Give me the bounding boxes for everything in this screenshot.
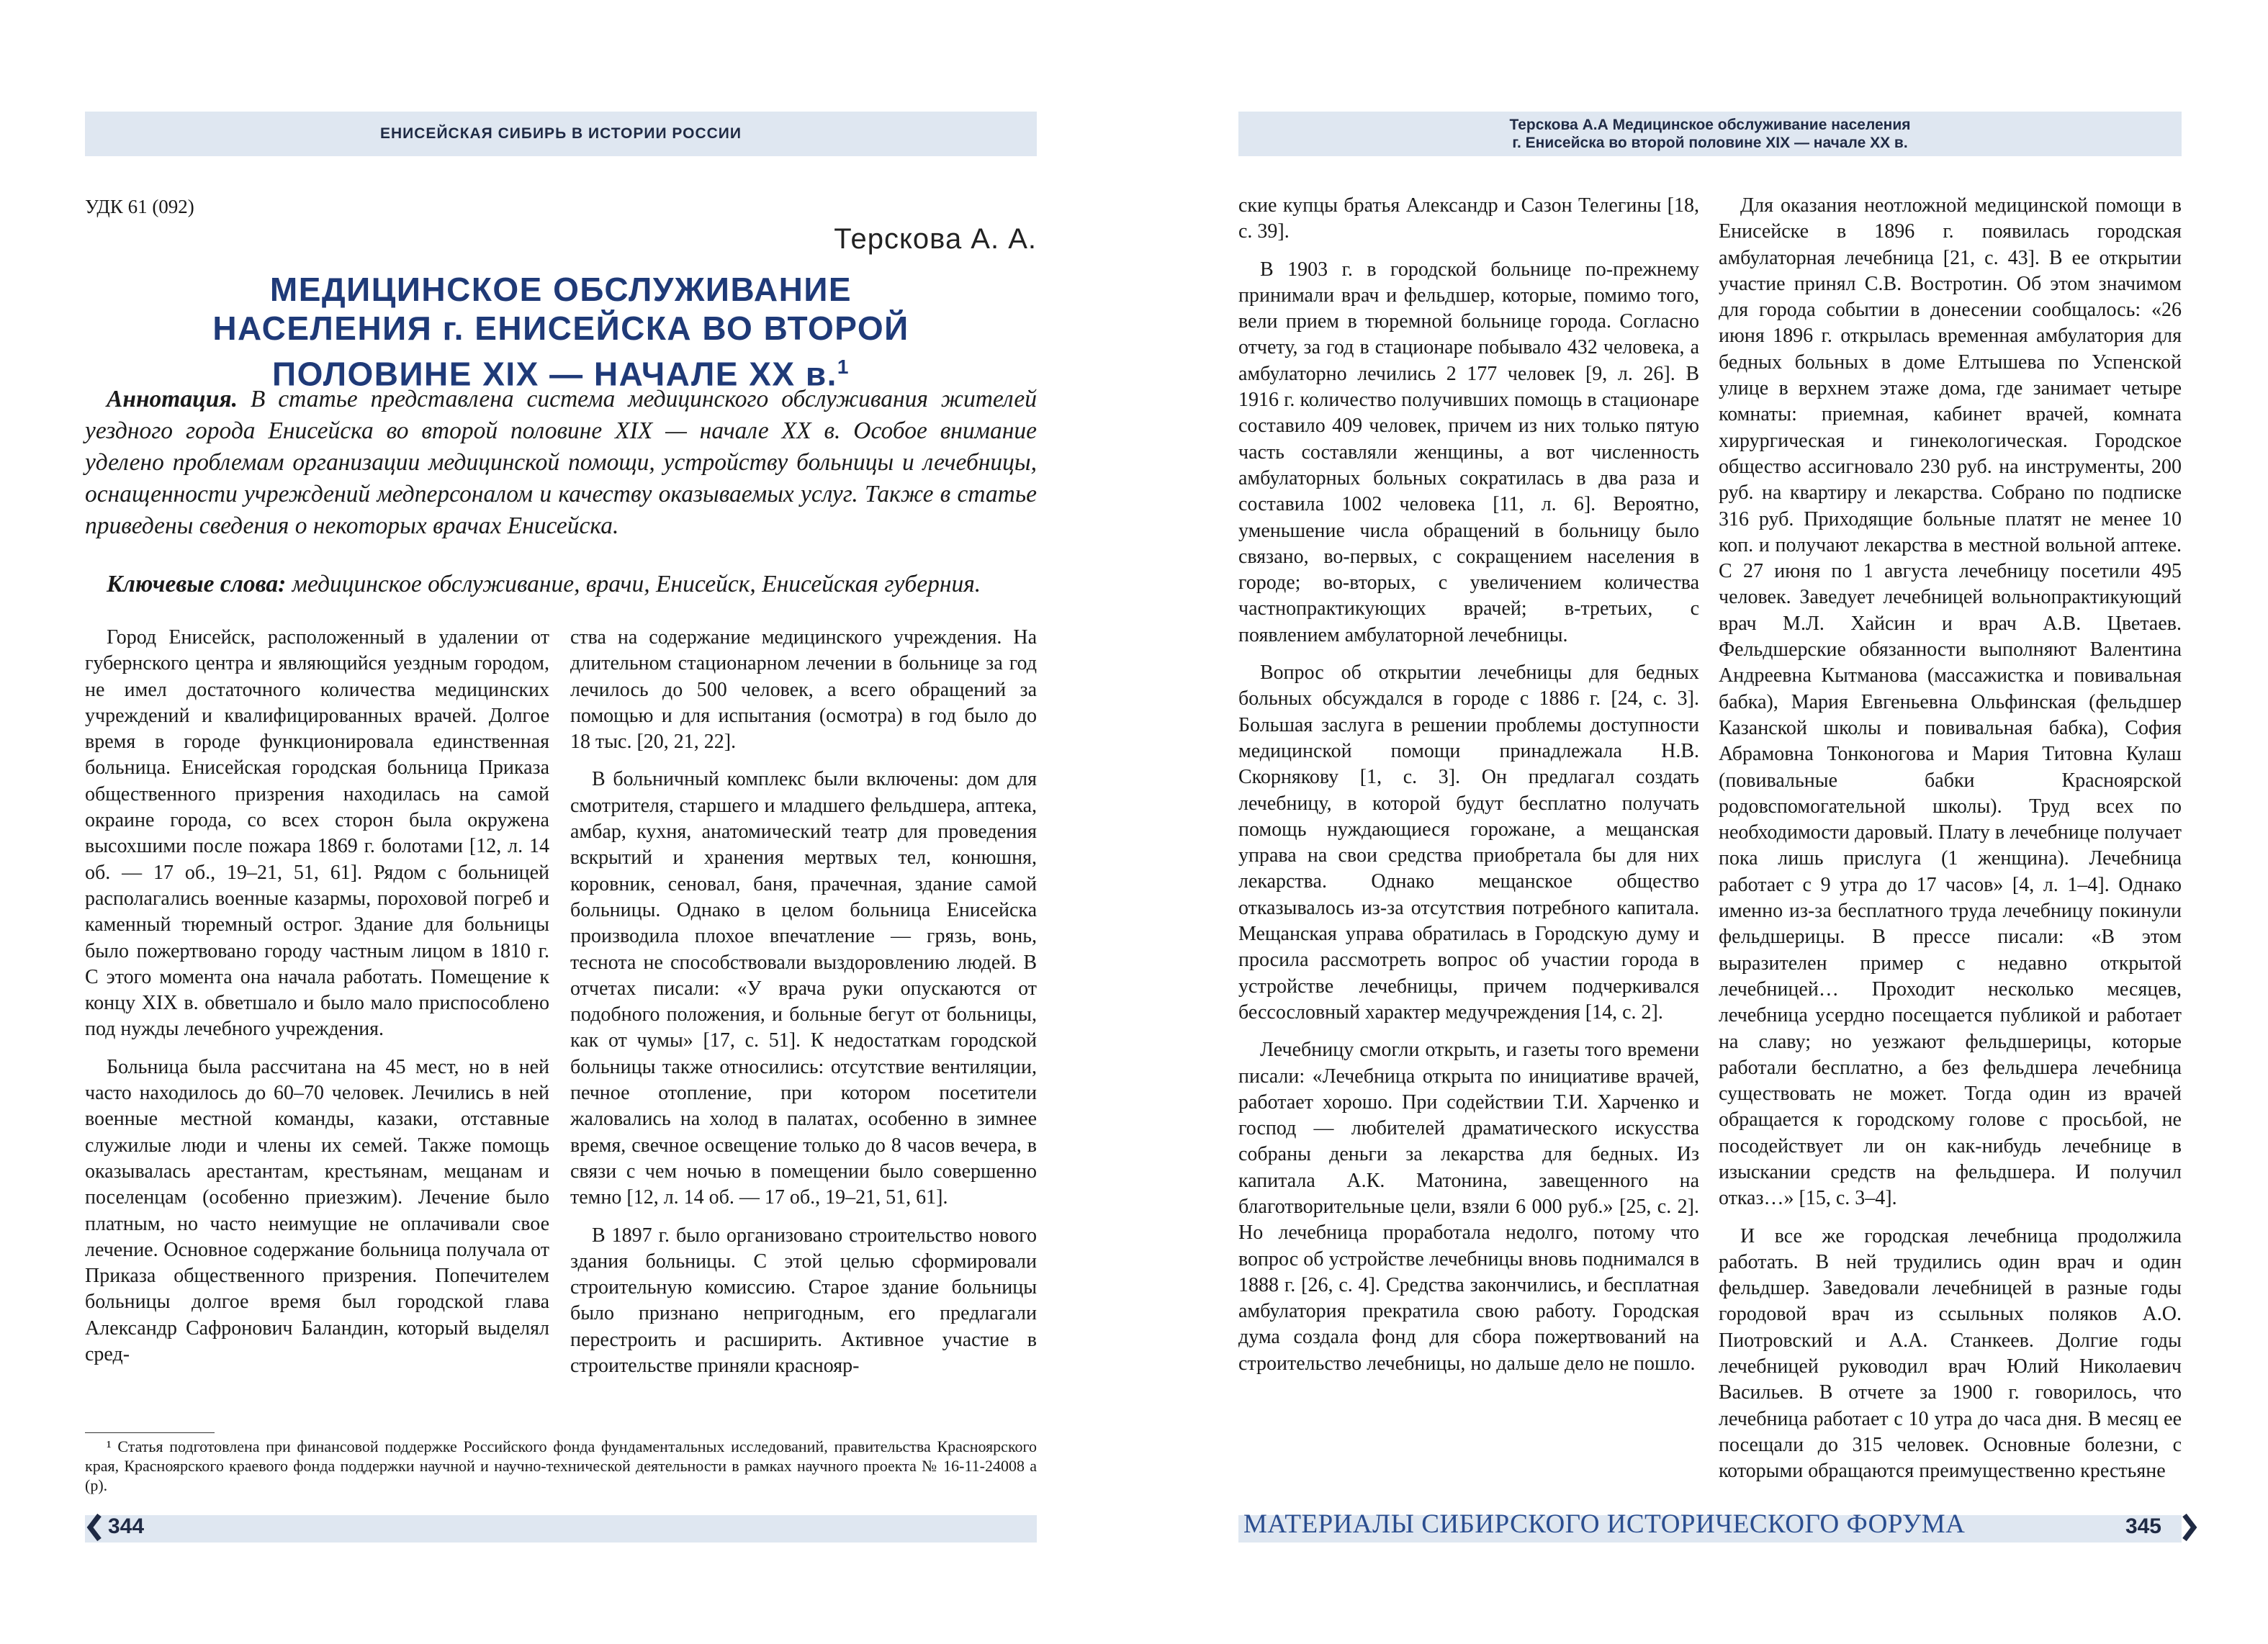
page-number: 345 bbox=[2125, 1514, 2161, 1538]
paragraph: Вопрос об открытии лечебницы для бедных больных обсуждался в городе с 1886 г. [24, с. 3]. Большая заслуга в решении проблемы доступности медицинской помощи принадлежала Н.В. Скорнякову [1, с. 3]. Он предлагал создать лечебницу, в которой будут бесплатно получать помощь нуждающиеся горожане, а мещанская управа на свои средства приобретала бы для них лекарства. Однако мещанское общество отказывалось из-за отсутствия потребного капитала. Мещанская управа обратилась в Городскую думу и просила рассмотреть вопрос об участии города в устройстве лечебницы, причем подчеркивался бессословный характер медучреждения [14, с. 2]. bbox=[1238, 661, 1699, 1024]
running-header-line: г. Енисейска во второй половине XIX — начале XX в. bbox=[1512, 135, 1908, 151]
keywords-text: медицинское обслуживание, врачи, Енисейск, Енисейская губерния. bbox=[286, 571, 981, 597]
running-header bbox=[85, 112, 1037, 156]
text-column-4 bbox=[1719, 193, 2182, 1496]
footnote-marker: 1 bbox=[837, 356, 850, 378]
title-line-text: ПОЛОВИНЕ XIX — НАЧАЛЕ XX в. bbox=[272, 355, 837, 393]
abstract-label: Аннотация. bbox=[107, 386, 238, 412]
text-column-3 bbox=[1238, 193, 1699, 1388]
running-header bbox=[1238, 112, 2182, 156]
article-author: Терскова А. А. bbox=[834, 223, 1037, 255]
paragraph: Лечебницу смогли открыть, и газеты того времени писали: «Лечебница открыта по инициативе врачей, работает хорошо. При содействии Т.И. Харченко и господ — любителей драматического искусства собраны деньги за лекарства для бедных. Из капитала А.К. Матонина, завещенного на благотворительные цели, взяли 6 000 руб.» [25, с. 2]. Но лечебница проработала недолго, потому что вопрос об устройстве лечебницы вновь поднимался в 1888 г. [26, с. 4]. Средства закончились, и бесплатная амбулатория прекратила свою работу. Городская дума создала фонд для сбора пожертвований на строительство лечебницы, но дальше дело не пошло. bbox=[1238, 1039, 1699, 1375]
footnote-divider bbox=[85, 1432, 215, 1433]
paragraph: ские купцы братья Александр и Сазон Телегины [18, с. 39]. bbox=[1238, 194, 1699, 243]
paragraph: Для оказания неотложной медицинской помощи в Енисейске в 1896 г. появилась городская амбулаторная лечебница [21, с. 43]. В ее открытии участие принял С.В. Востротин. Об этом значимом для города событии в донесении сообщалось: «26 июня 1896 г. открылась временная амбулатория для бедных больных в доме Елтышева по Успенской улице в верхнем этаже дома, где занимает четыре комнаты: приемная, кабинет врачей, комната хирургическая и гинекологическая. Городское общество ассигновало 230 руб. на инструменты, 200 руб. на квартиру и лекарства. Собрано по подписке 316 руб. Приходящие больные платят не менее 10 коп. и получают лекарства в местной вольной аптеке. С 27 июня по 1 августа лечебницу посетили 495 человек. Заведует лечебницей вольнопрактикующий врач М.Л. Хайсин и врач А.В. Цветаев. Фельдшерские обязанности выполняют Валентина Андреевна Кытманова (массажистка и повивальная бабка), Мария Евгеньевна Ольфинская (фельдшер Казанской школы и повивальная бабка), София Абрамовна Тонконогова и Мария Титовна Кулаш (повивальные бабки Красноярской родовспомогательной школы). Труд всех по необходимости даровый. Плату в лечебнице получает пока лишь прислуга (1 женщина). Лечебница работает с 9 утра до 17 часов» [4, л. 1–4]. Однако именно из-за бесплатного труда лечебницу покинули фельдшерицы. В прессе писали: «В этом выразителен пример с недавно открытой лечебницей… Проходит несколько месяцев, лечебница усердно посещается публикой и работает на славу; но уезжают фельдшерицы, которые работали бесплатно, а без фельдшера лечебница существовать не может. Тогда один из врачей обращается к городскому голове с просьбой, не посодействует ли он как-нибудь лечебнице в изыскании средств на фельдшера. И получил отказ…» [15, с. 3–4]. bbox=[1719, 194, 2182, 1210]
paragraph: ства на содержание медицинского учреждения. На длительном стационарном лечении в больнице за год лечилось до 500 человек, а всего обращений за помощью и для испытания (осмотра) в год было до 18 тыс. [20, 21, 22]. bbox=[570, 626, 1037, 754]
right-page bbox=[1134, 0, 2268, 1644]
text-column-2 bbox=[570, 625, 1037, 1391]
article-title bbox=[85, 270, 1037, 393]
paragraph: Больница была рассчитана на 45 мест, но в ней часто находилось до 60–70 человек. Лечились в ней военные местной команды, казаки, отставные служилые люди и члены их семей. Также помощь оказывалась арестантам, крестьянам, мещанам и поселенцам (особенно приезжим). Лечение было платным, но часто неимущие не оплачивали свое лечение. Основное содержание больница получала от Приказа общественного призрения. Попечителем больницы долгое время был городской глава Александр Сафронович Баландин, который выделял сред- bbox=[85, 1055, 549, 1366]
paragraph: В больничный комплекс были включены: дом для смотрителя, старшего и младшего фельдшера, аптека, амбар, кухня, анатомический театр для проведения вскрытий и хранения мертвых тел, конюшня, коровник, сеновал, баня, прачечная, здание самой больницы. Однако в целом больница Енисейска производила плохое впечатление — грязь, вонь, теснота не способствовали выздоровлению людей. В отчетах писали: «У врача руки опускаются от подобного положения, и больные бегут от больницы, как от чумы» [17, с. 51]. К недостаткам городской больницы также относились: отсутствие вентиляции, печное отопление, при котором посетители жаловались на холод в палатах, особенно в зимнее время, свечное освещение только до 8 часов вечера, в связи с чем ночью в помещении было совершенно темно [12, л. 14 об. — 17 об., 19–21, 51, 61]. bbox=[570, 768, 1037, 1209]
journal-title: МАТЕРИАЛЫ СИБИРСКОГО ИСТОРИЧЕСКОГО ФОРУМА bbox=[1243, 1509, 1966, 1539]
abstract-text: В статье представлена система медицинского обслуживания жителей уездного города Енисейска во второй половине XIX — начале XX в. Особое внимание уделено проблемам организации медицинской помощи, устройству больницы и лечебницы, оснащенности учреждений медперсоналом и качеству оказываемых услуг. Также в статье приведены сведения о некоторых врачах Енисейска. bbox=[85, 386, 1037, 539]
keywords-label: Ключевые слова: bbox=[107, 571, 287, 597]
paragraph: В 1897 г. было организовано строительство нового здания больницы. С этой целью сформировали строительную комиссию. Старое здание больницы было признано непригодным, его предлагали перестроить и расширить. Активное участие в строительстве приняли краснояр- bbox=[570, 1224, 1037, 1378]
footnote: ¹ Статья подготовлена при финансовой поддержке Российского фонда фундаментальных исследований, правительства Красноярского края, Красноярского краевого фонда поддержки научной и научно-технической деятельности в рамках научного проекта № 16-11-24008 а (р). bbox=[85, 1437, 1037, 1494]
running-header-line: Терскова А.А Медицинское обслуживание населения bbox=[1509, 117, 1911, 133]
footer-bar bbox=[85, 1515, 1037, 1543]
page-number: 344 bbox=[108, 1514, 145, 1538]
paragraph: И все же городская лечебница продолжила работать. В ней трудились один врач и один фельдшер. Заведовали лечебницей в разные годы городовой врач из ссыльных поляков А.О. Пиотровский и А.А. Станкеев. Долгие годы лечебницей руководил врач Юлий Николаевич Васильев. В отчете за 1900 г. говорилось, что лечебница работает с 10 утра до часа дня. В месяц ее посещали до 315 человек. Основные болезни, с которыми обращаются преимущественно крестьяне bbox=[1719, 1224, 2182, 1483]
paragraph: В 1903 г. в городской больнице по-прежнему принимали врач и фельдшер, которые, помимо того, вели прием в тюремной больнице города. Согласно отчету, за год в стационаре побывало 432 человека, а амбулаторно лечились 2 177 человек [9, л. 26]. В 1916 г. количество получивших помощь в стационаре составило 409 человек, причем из них только пятую часть составляли женщины, а вот численность амбулаторных больных сократилась в два раза и составила 1002 человека [11, л. 6]. Вероятно, уменьшение числа обращений в больницу было связано, во-первых, с сокращением населения в городе; во-вторых, с увеличением количества частнопрактикующих врачей; в-третьих, с появлением амбулаторной лечебницы. bbox=[1238, 258, 1699, 646]
title-line: НАСЕЛЕНИЯ г. ЕНИСЕЙСКА ВО ВТОРОЙ bbox=[212, 310, 909, 347]
abstract bbox=[85, 384, 1037, 542]
running-header-text: ЕНИСЕЙСКАЯ СИБИРЬ В ИСТОРИИ РОССИИ bbox=[380, 125, 742, 142]
text-column-1 bbox=[85, 625, 549, 1379]
keywords bbox=[85, 569, 1037, 600]
udk-code: УДК 61 (092) bbox=[85, 196, 194, 217]
paragraph: Город Енисейск, расположенный в удалении от губернского центра и являющийся уездным городом, не имел достаточного количества медицинских учреждений и квалифицированных врачей. Долгое время в городе функционировала единственная больница. Енисейская городская больница Приказа общественного призрения находилась на самой окраине города, со всех сторон была окружена высохшими после пожара 1869 г. болотами [12, л. 14 об. — 17 об., 19–21, 51, 61]. Рядом с больницей располагались военные казармы, пороховой погреб и каменный тюремный острог. Здание для больницы было пожертвовано городу частным лицом в 1810 г. С этого момента она начала работать. Помещение к концу XIX в. обветшало и было мало приспособлено под нужды лечебного учреждения. bbox=[85, 626, 549, 1041]
title-line: МЕДИЦИНСКОЕ ОБСЛУЖИВАНИЕ bbox=[269, 271, 852, 308]
